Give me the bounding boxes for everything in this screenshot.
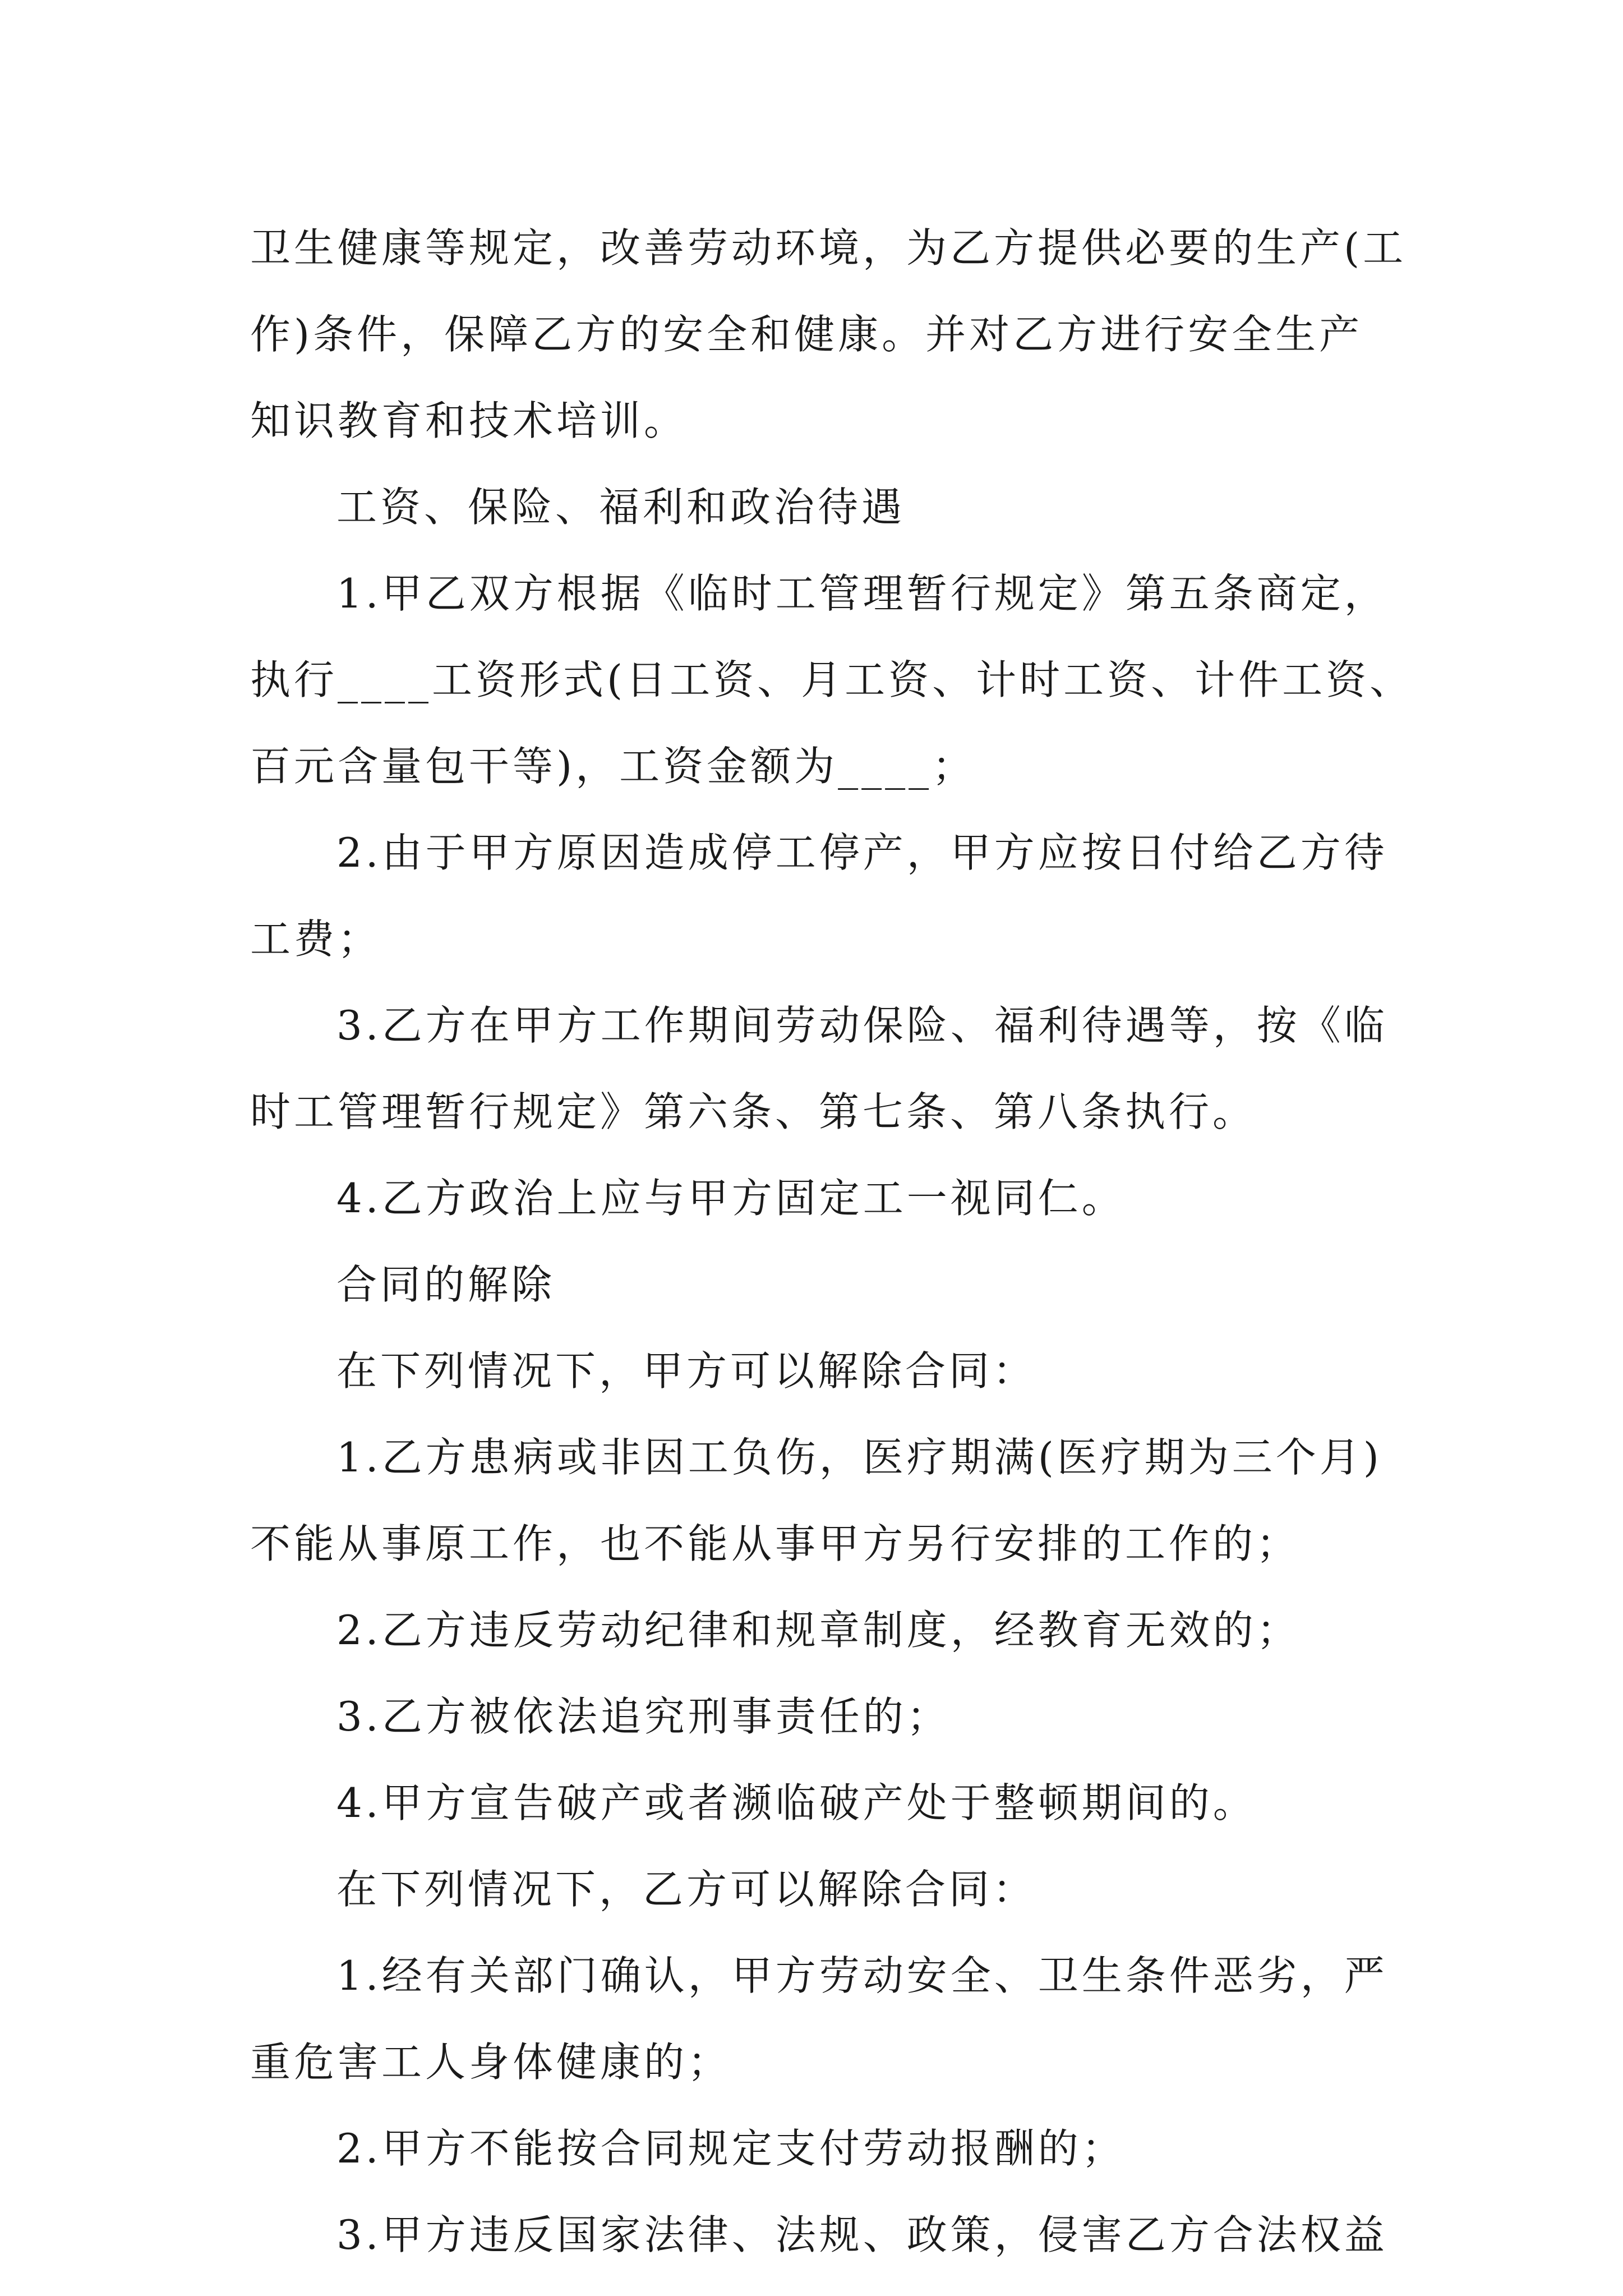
text-line: 工费； xyxy=(250,915,382,963)
text-line: 4.乙方政治上应与甲方固定工一视同仁。 xyxy=(336,1175,1126,1222)
text-line: 知识教育和技术培训。 xyxy=(250,397,688,444)
document-body xyxy=(250,205,1414,2278)
text-line: 卫生健康等规定，改善劳动环境，为乙方提供必要的生产(工 xyxy=(250,224,1407,272)
text-line: 3.乙方在甲方工作期间劳动保险、福利待遇等，按《临 xyxy=(336,1002,1388,1049)
text-line: 3.甲方违反国家法律、法规、政策，侵害乙方合法权益 xyxy=(336,2211,1388,2258)
text-line: 工资、保险、福利和政治待遇 xyxy=(336,484,906,531)
text-line: 1.甲乙双方根据《临时工管理暂行规定》第五条商定， xyxy=(336,570,1388,617)
text-line: 4.甲方宣告破产或者濒临破产处于整顿期间的。 xyxy=(336,1779,1257,1826)
text-line: 在下列情况下，甲方可以解除合同： xyxy=(336,1347,1037,1395)
document-page xyxy=(250,205,1414,2278)
text-line: 3.乙方被依法追究刑事责任的； xyxy=(336,1693,951,1740)
text-line: 1.乙方患病或非因工负伤，医疗期满(医疗期为三个月) xyxy=(336,1434,1382,1481)
text-line: 时工管理暂行规定》第六条、第七条、第八条执行。 xyxy=(250,1088,1257,1135)
text-line: 重危害工人身体健康的； xyxy=(250,2039,732,2086)
text-line: 百元含量包干等)，工资金额为____； xyxy=(250,743,976,790)
text-line: 2.由于甲方原因造成停工停产，甲方应按日付给乙方待 xyxy=(336,829,1388,876)
text-line: 执行____工资形式(日工资、月工资、计时工资、计件工资、 xyxy=(250,656,1414,703)
text-line: 2.甲方不能按合同规定支付劳动报酬的； xyxy=(336,2125,1126,2172)
text-line: 合同的解除 xyxy=(336,1261,556,1308)
text-line: 在下列情况下，乙方可以解除合同： xyxy=(336,1866,1037,1913)
text-line: 2.乙方违反劳动纪律和规章制度，经教育无效的； xyxy=(336,1607,1301,1654)
text-line: 不能从事原工作，也不能从事甲方另行安排的工作的； xyxy=(250,1520,1301,1567)
text-line: 1.经有关部门确认，甲方劳动安全、卫生条件恶劣，严 xyxy=(336,1952,1388,1999)
text-line: 作)条件，保障乙方的安全和健康。并对乙方进行安全生产 xyxy=(250,311,1363,358)
